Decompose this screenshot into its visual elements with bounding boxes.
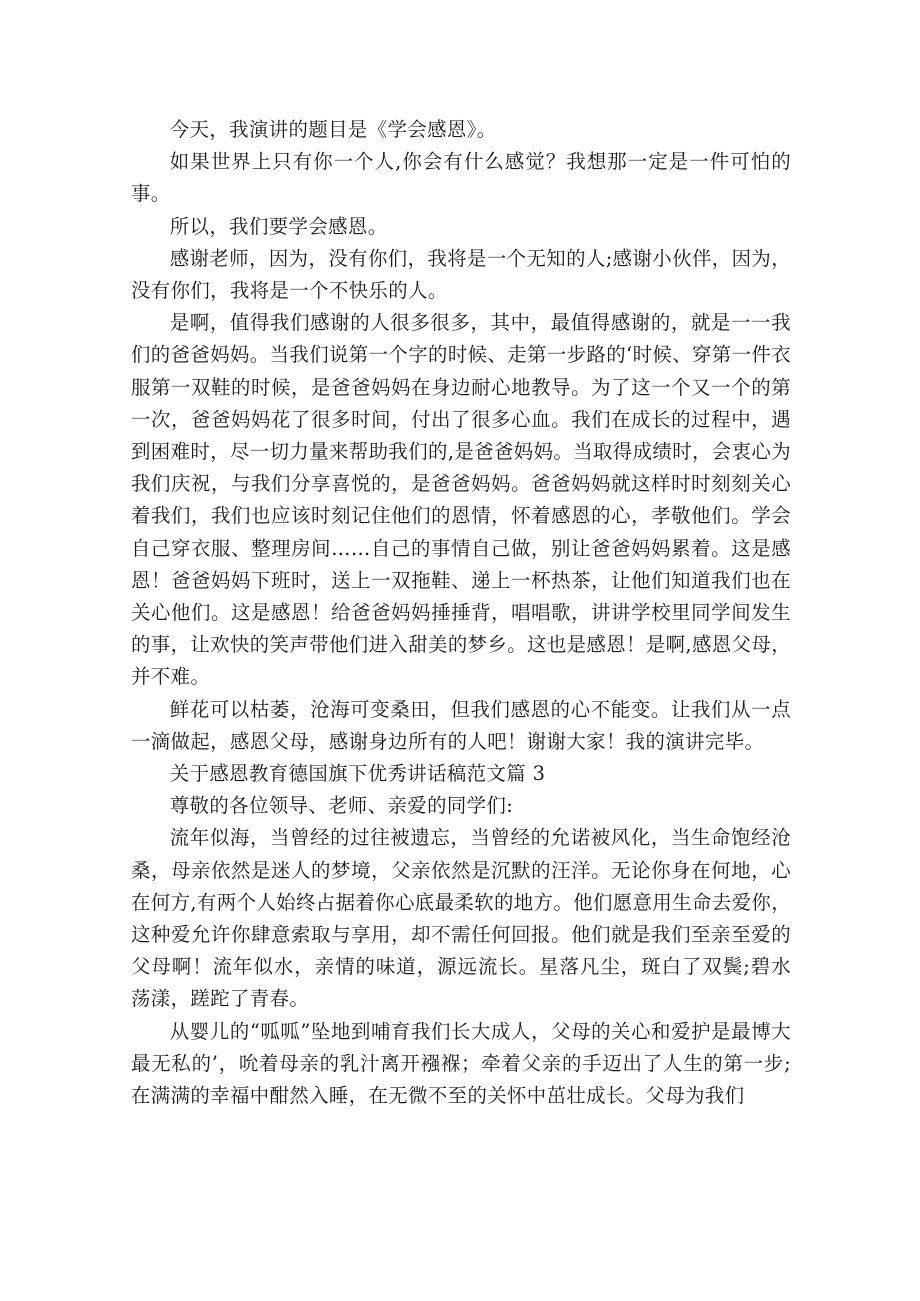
paragraph-salutation: 尊敬的各位领导、老师、亲爱的同学们:	[169, 794, 514, 818]
paragraph-flowing-years: 流年似海，当曾经的过往被遗忘，当曾经的允诺被风化，当生命饱经沧桑，母亲依然是迷人的梦境，父亲依然是沉默的汪洋。无论你身在何地，心在何方,有两个人始终占据着你心底最柔软的地方。他们愿意用生命去爱你，这种爱允许你肆意索取与享用，却不需任何回报。他们就是我们至亲至爱的父母啊！流年似水，亲情的味道，源远流长。星落凡尘，斑白了双鬓;碧水荡漾，蹉跎了青春。	[131, 826, 791, 1011]
paragraph-closing: 鲜花可以枯萎，沧海可变桑田，但我们感恩的心不能变。让我们从一点一滴做起，感恩父母，感谢身边所有的人吧！谢谢大家！我的演讲完毕。	[131, 697, 791, 753]
paragraph-thesis: 所以，我们要学会感恩。	[169, 214, 388, 238]
paragraph-parents: 是啊，值得我们感谢的人很多很多，其中，最值得感谢的，就是一一我们的爸爸妈妈。当我们说第一个字的时候、走第一步路的‘时候、穿第一件衣服第一双鞋的时候，是爸爸妈妈在身边耐心地教导。为了这一个又一个的第一次，爸爸妈妈花了很多时间，付出了很多心血。我们在成长的过程中，遇到困难时，尽一切力量来帮助我们的,是爸爸妈妈。当取得成绩时，会衷心为我们庆祝，与我们分享喜悦的，是爸爸妈妈。爸爸妈妈就这样时时刻刻关心着我们，我们也应该时刻记住他们的恩情，怀着感恩的心，孝敬他们。学会自己穿衣服、整理房间……自己的事情自己做，别让爸爸妈妈累着。这是感恩！爸爸妈妈下班时，送上一双拖鞋、递上一杯热茶，让他们知道我们也在关心他们。这是感恩！给爸爸妈妈捶捶背，唱唱歌，讲讲学校里同学间发生的事，让欢快的笑声带他们进入甜美的梦乡。这也是感恩！是啊,感恩父母，并不难。	[131, 311, 791, 689]
document-body	[131, 114, 791, 1112]
paragraph-intro: 今天，我演讲的题目是《学会感恩》。	[169, 118, 497, 141]
paragraph-question: 如果世界上只有你一个人,你会有什么感觉？我想那一定是一件可怕的事。	[131, 150, 791, 206]
paragraph-infancy: 从婴儿的“呱呱”坠地到哺育我们长大成人，父母的关心和爱护是最博大最无私的’，吮着母亲的乳汁离开襁褓；牵着父亲的手迈出了人生的第一步;在满满的幸福中酣然入睡，在无微不至的关怀中茁壮成长。父母为我们	[131, 1019, 791, 1108]
section-heading: 关于感恩教育德国旗下优秀讲话稿范文篇 3	[169, 762, 546, 786]
paragraph-thanks: 感谢老师，因为，没有你们，我将是一个无知的人;感谢小伙伴，因为，没有你们，我将是一个不快乐的人。	[131, 246, 791, 303]
